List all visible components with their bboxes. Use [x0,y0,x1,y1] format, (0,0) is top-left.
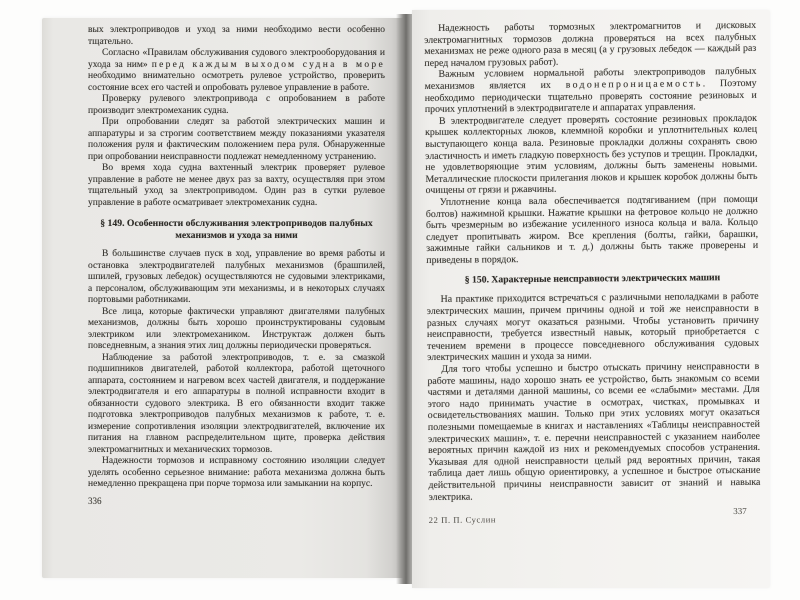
left-page-number: 336 [88,495,102,506]
right-page-footer [428,506,761,526]
printers-mark: 22 П. П. Суслин [428,514,497,526]
paragraph [88,307,385,353]
text-segment: При опробовании следят за работой электрических машин и аппаратуры и за строгим соответствием между показаниями указателя положения руля и фактическим положением пера руля. Обнаруженные при опробовании неисправности подлежат немедленному устранению. [88,117,385,162]
paragraph [424,20,756,70]
left-page-content [88,25,385,507]
text-segment: Согласно «Правилам обслуживания судового электрооборудования и ухода за ним» [88,48,385,70]
text-segment: Уплотнение конца вала обеспечивается подтягиванием (при помощи болтов) нажимной крышки. Нажатие крышки на фетровое кольцо не должно быть чрезмерным во избежание усиленного износа кольца и вала. Кольцо следует пропитывать жиром. Все крепления (болты, гайки, барашки, зажимные гайки сальников и т. д.) должны быть также проверены и приведены в порядок. [425,193,759,266]
text-segment: В большинстве случаев пуск в ход, управление во время работы и остановка электродвигателей палубных механизмов (брашпилей, шпилей, грузовых лебедок) осуществляются не судовыми электриками, а персоналом, обслуживающим эти механизмы, и в некоторых случаях портовыми работниками. [88,249,385,305]
text-segment: вых электроприводов и уход за ними необходимо вести особенно тщательно. [88,25,385,47]
text-segment: В электродвигателе следует проверять состояние резиновых прокладок крышек коллекторных люков, клеммной коробки и уплотнительных колец выступающего конца вала. Резиновые прокладки должны сохранять свою эластичность и иметь гладкую поверхность без уступов и трещин. Прокладки, не удовлетворяющие этим условиям, должны быть заменены новыми. Металлические плоскости прилегания люков и крышек коробок должны быть очищены от грязи и ржавчины. [425,112,758,197]
paragraph [88,249,385,307]
paragraph [425,113,758,197]
paragraph [88,117,385,163]
right-page-content [424,20,761,503]
paragraph [88,456,385,491]
emphasized-spaced-text: перед каждым выходом судна в море [151,59,385,70]
paragraph [427,291,760,364]
section-heading [94,218,379,242]
paragraph [426,194,759,267]
right-page-tilt-wrapper [424,19,761,526]
text-segment: Надежность работы тормозных электромагнитов и дисковых электромагнитных тормозов должна проверяться на всех палубных механизмах не реже одного раза в месяц (а у грузовых лебедок — каждый раз перед началом грузовых работ). [424,19,757,69]
left-page [42,18,410,578]
right-page [412,10,770,588]
text-segment: Проверку рулевого электропривода с опробованием в работе производит электромеханик судна. [88,94,385,116]
text-segment: Все лица, которые фактически управляют двигателями палубных механизмов, должны быть хорошо проинструктированы судовым электриком или электромехаником. Инструктаж должен быть повседневным, а знания этих лиц должны периодически проверяться. [88,306,385,351]
text-segment: Наблюдение за работой электроприводов, т. е. за смазкой подшипников двигателей, работой коллектора, работой щеточного аппарата, состоянием и нагревом всех частей двигателя, и поддержание электродвигателя и его аппаратуры в полной исправности входит в обязанности судового электрика. В его обязанности входит также подготовка электроприводов палубных механизмов к работе, т. е. измерение сопротивления изоляции электродвигателей, включение их питания на главном распределительном щите, проверка действия электромагнитных и механических тормозов. [88,352,385,455]
text-segment: Надежности тормозов и исправному состоянию изоляции следует уделять особенно серьезное внимание: работа механизма должна быть немедленно прекращена при порче тормоза или замыкании на корпус. [88,456,385,489]
text-segment: § 149. Особенности обслуживания электроприводов палубных механизмов и ухода за ними [100,218,373,241]
paragraph [88,48,385,94]
text-segment: необходимо внимательно осмотреть рулевое устройство, проверить состояние всех его частей и опробовать рулевое управление в работе. [88,71,385,93]
right-page-number: 337 [733,506,747,517]
paragraph [88,94,385,117]
paragraph [88,25,385,48]
text-segment: На практике приходится встречаться с различными неполадками в работе электрических машин, причем причины одной и той же неисправности в разных случаях могут оказаться разными. Чтобы установить причину неисправности, требуется известный навык, который приобретается с течением времени в процессе повседневного обслуживания судовых электрических машин и ухода за ними. [426,291,760,364]
text-segment: Важным условием нормальной работы электроприводов палубных механизмов является их [424,66,757,92]
emphasized-spaced-text: водонепроницаемость [565,78,703,91]
text-segment: Во время хода судна вахтенный электрик проверяет рулевое управление в работе не менее двух раз за вахту, осуществляя при этом тщательный уход за электроприводом. Один раз в сутки рулевое управление в работе осматривает электромеханик судна. [88,163,385,208]
paragraph [427,361,760,503]
text-segment: . Поэтому необходимо периодически тщательно проверять состояние резиновых и прочих уплотнений в электродвигателе и аппаратах управления. [424,77,757,116]
paragraph [88,163,385,209]
paragraph [88,353,385,457]
paragraph [424,66,756,116]
text-segment: Для того чтобы успешно и быстро отыскать причину неисправности в работе машины, надо хорошо знать ее устройство, быть знакомым со всеми частями и деталями данной машины, со всеми ее «слабыми» местами. Для этого надо принимать участие в осмотрах, чистках, промывках и освидетельствованиях машин. Только при этих условиях могут оказаться полезными помещаемые в книгах и наставлениях «Таблицы неисправностей электрических машин», т. е. перечни неисправностей с указанием наиболее вероятных причин каждой из них и рекомендуемых способов устранения. Указывая для одной неисправности целый ряд вероятных причин, такая таблица дает лишь общую ориентировку, а успешное и быстрое отыскание действительной причины неисправности зависит от знаний и навыка электрика. [427,360,761,503]
text-segment: § 150. Характерные неисправности электрических машин [464,272,721,287]
section-heading [432,272,752,287]
